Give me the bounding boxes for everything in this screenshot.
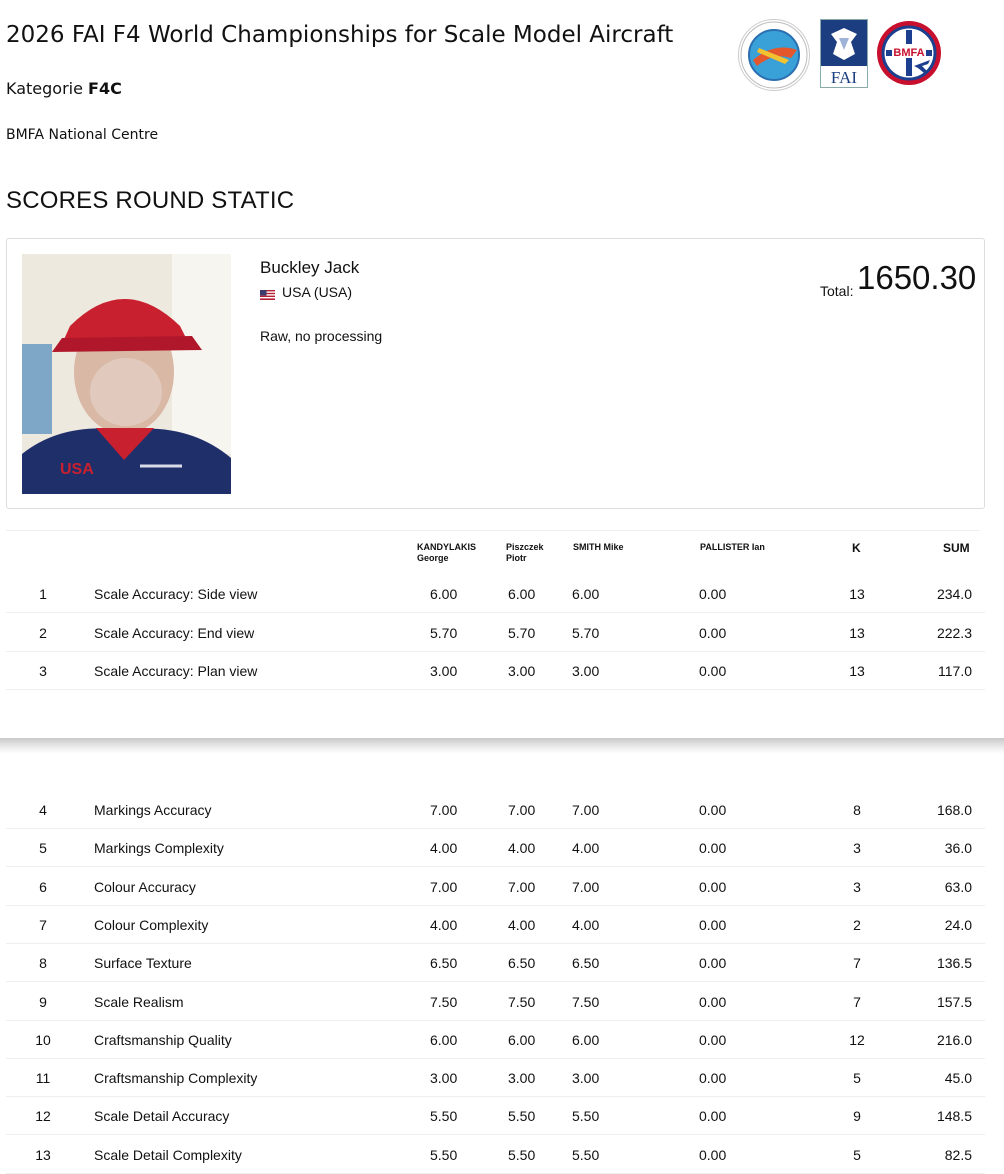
table-row xyxy=(6,790,985,829)
judge-2-score: 4.00 xyxy=(508,916,536,933)
judge-4-score: 0.00 xyxy=(699,802,727,818)
table-row xyxy=(6,905,985,944)
judge-3-score: 5.70 xyxy=(572,624,600,641)
judge-2-score: 7.00 xyxy=(508,878,536,895)
judge-1-score: 3.00 xyxy=(430,663,458,679)
judge-1-score: 7.00 xyxy=(430,878,458,895)
judge-1-score: 6.00 xyxy=(430,586,458,602)
criterion-name: Craftsmanship Complexity xyxy=(94,1070,258,1087)
row-sum: 36.0 xyxy=(944,840,972,857)
total-value: 1650.30 xyxy=(857,259,977,296)
row-sum: 45.0 xyxy=(944,1070,972,1087)
criterion-name: Markings Complexity xyxy=(94,840,224,857)
table-row xyxy=(6,613,985,652)
row-sum: 63.0 xyxy=(944,878,972,895)
row-sum: 148.5 xyxy=(936,1108,972,1125)
category-label: Kategorie xyxy=(6,79,83,98)
row-number: 4 xyxy=(39,802,47,818)
judge-4-score: 0.00 xyxy=(699,1108,727,1125)
judge-3-score: 3.00 xyxy=(572,1070,600,1087)
judge-header-2: Piszczek Piotr xyxy=(506,542,544,563)
judge-2-score: 5.50 xyxy=(508,1108,536,1125)
judge-2-score: 6.50 xyxy=(508,955,536,972)
judge-1-score: 4.00 xyxy=(430,840,458,857)
k-factor: 12 xyxy=(849,1031,865,1048)
k-factor: 8 xyxy=(853,802,861,818)
usa-flag-icon xyxy=(260,287,275,297)
judge-header-4: PALLISTER Ian xyxy=(700,542,765,552)
k-factor: 9 xyxy=(853,1108,861,1125)
championship-logo xyxy=(738,19,810,91)
bmfa-logo xyxy=(876,20,942,86)
judge-4-score: 0.00 xyxy=(699,955,727,972)
competitor-photo xyxy=(22,254,231,494)
table-row xyxy=(6,1058,985,1097)
judge-3-score: 6.00 xyxy=(572,1031,600,1048)
fai-text: FAI xyxy=(830,68,858,87)
competitor-card xyxy=(6,238,985,509)
competitor-note: Raw, no processing xyxy=(260,328,383,344)
sum-header: SUM xyxy=(943,541,970,555)
criterion-name: Scale Detail Complexity xyxy=(94,1146,242,1163)
judge-3-score: 4.00 xyxy=(572,840,600,857)
judge-4-score: 0.00 xyxy=(699,993,727,1010)
criterion-name: Surface Texture xyxy=(94,955,192,972)
judge-4-score: 0.00 xyxy=(699,624,727,641)
scores-table-header xyxy=(6,530,980,574)
criterion-name: Craftsmanship Quality xyxy=(94,1031,232,1048)
k-factor: 7 xyxy=(853,993,861,1010)
judge-4-score: 0.00 xyxy=(699,586,727,602)
table-row xyxy=(6,1096,985,1135)
k-factor: 2 xyxy=(853,916,861,933)
judge-2-score: 7.00 xyxy=(508,802,536,818)
judge-3-score: 4.00 xyxy=(572,916,600,933)
judge-3-score: 6.50 xyxy=(572,955,600,972)
judge-4-score: 0.00 xyxy=(699,840,727,857)
fai-logo xyxy=(820,19,868,88)
table-row xyxy=(6,867,985,906)
judge-2-score: 4.00 xyxy=(508,840,536,857)
category-value: F4C xyxy=(88,79,122,98)
judge-header-1: KANDYLAKIS George xyxy=(417,542,477,563)
judge-3-score: 3.00 xyxy=(572,663,600,679)
nation-text: USA (USA) xyxy=(282,284,353,300)
judge-1-score: 4.00 xyxy=(430,916,458,933)
row-number: 8 xyxy=(39,955,47,972)
k-header: K xyxy=(852,541,861,555)
row-number: 10 xyxy=(35,1031,51,1048)
k-factor: 5 xyxy=(853,1070,861,1087)
judge-2-score: 6.00 xyxy=(508,586,536,602)
competitor-nation xyxy=(260,284,352,300)
judge-header-3: SMITH Mike xyxy=(573,542,624,552)
k-factor: 13 xyxy=(849,586,865,602)
judge-3-score: 5.50 xyxy=(572,1146,600,1163)
criterion-name: Colour Accuracy xyxy=(94,878,196,895)
row-number: 3 xyxy=(39,663,47,679)
table-row xyxy=(6,828,985,867)
judge-2-score: 3.00 xyxy=(508,1070,536,1087)
k-factor: 3 xyxy=(853,840,861,857)
judge-1-score: 7.50 xyxy=(430,993,458,1010)
criterion-name: Colour Complexity xyxy=(94,916,209,933)
sponsor-logos xyxy=(738,17,943,89)
table-row xyxy=(6,651,985,690)
k-factor: 13 xyxy=(849,663,865,679)
row-sum: 136.5 xyxy=(936,955,972,972)
competitor-name: Buckley Jack xyxy=(260,258,360,277)
table-row xyxy=(6,943,985,982)
row-sum: 222.3 xyxy=(936,624,972,641)
row-sum: 82.5 xyxy=(944,1146,972,1163)
k-factor: 7 xyxy=(853,955,861,972)
row-number: 1 xyxy=(39,586,47,602)
bmfa-text: BMFA xyxy=(893,47,925,59)
category-line xyxy=(6,79,122,98)
venue: BMFA National Centre xyxy=(6,127,159,143)
judge-3-score: 7.50 xyxy=(572,993,600,1010)
criterion-name: Scale Detail Accuracy xyxy=(94,1108,230,1125)
judge-4-score: 0.00 xyxy=(699,878,727,895)
row-number: 2 xyxy=(39,624,47,641)
criterion-name: Scale Accuracy: End view xyxy=(94,624,255,641)
section-title: SCORES ROUND STATIC xyxy=(6,187,295,214)
table-row xyxy=(6,1135,985,1174)
row-sum: 117.0 xyxy=(938,663,972,679)
page-break xyxy=(0,738,1004,754)
row-number: 5 xyxy=(39,840,47,857)
criterion-name: Scale Accuracy: Side view xyxy=(94,586,258,602)
judge-2-score: 7.50 xyxy=(508,993,536,1010)
judge-1-score: 5.70 xyxy=(430,624,458,641)
table-row xyxy=(6,982,985,1021)
row-number: 12 xyxy=(35,1108,51,1125)
judge-2-score: 5.70 xyxy=(508,624,536,641)
page-title: 2026 FAI F4 World Championships for Scale Model Aircraft xyxy=(6,22,674,48)
judge-3-score: 5.50 xyxy=(572,1108,600,1125)
row-number: 9 xyxy=(39,993,47,1010)
row-number: 13 xyxy=(35,1146,51,1163)
row-number: 11 xyxy=(35,1070,51,1087)
judge-1-score: 3.00 xyxy=(430,1070,458,1087)
judge-3-score: 6.00 xyxy=(572,586,600,602)
row-sum: 168.0 xyxy=(936,802,972,818)
k-factor: 3 xyxy=(853,878,861,895)
row-sum: 24.0 xyxy=(944,916,972,933)
judge-1-score: 5.50 xyxy=(430,1146,458,1163)
k-factor: 5 xyxy=(853,1146,861,1163)
criterion-name: Markings Accuracy xyxy=(94,802,212,818)
row-sum: 216.0 xyxy=(936,1031,972,1048)
judge-2-score: 5.50 xyxy=(508,1146,536,1163)
judge-3-score: 7.00 xyxy=(572,802,600,818)
total-label: Total: xyxy=(820,283,854,299)
table-row xyxy=(6,1020,985,1059)
judge-3-score: 7.00 xyxy=(572,878,600,895)
judge-4-score: 0.00 xyxy=(699,1146,727,1163)
judge-2-score: 3.00 xyxy=(508,663,536,679)
row-sum: 157.5 xyxy=(936,993,972,1010)
row-number: 6 xyxy=(39,878,47,895)
k-factor: 13 xyxy=(849,624,865,641)
criterion-name: Scale Accuracy: Plan view xyxy=(94,663,258,679)
judge-4-score: 0.00 xyxy=(699,916,727,933)
judge-1-score: 5.50 xyxy=(430,1108,458,1125)
criterion-name: Scale Realism xyxy=(94,993,184,1010)
row-number: 7 xyxy=(39,916,47,933)
judge-4-score: 0.00 xyxy=(699,1031,727,1048)
table-row xyxy=(6,574,985,613)
judge-1-score: 6.50 xyxy=(430,955,458,972)
row-sum: 234.0 xyxy=(936,586,972,602)
judge-4-score: 0.00 xyxy=(699,1070,727,1087)
shirt-text: USA xyxy=(60,461,94,478)
judge-1-score: 6.00 xyxy=(430,1031,458,1048)
judge-4-score: 0.00 xyxy=(699,663,727,679)
judge-2-score: 6.00 xyxy=(508,1031,536,1048)
judge-1-score: 7.00 xyxy=(430,802,458,818)
